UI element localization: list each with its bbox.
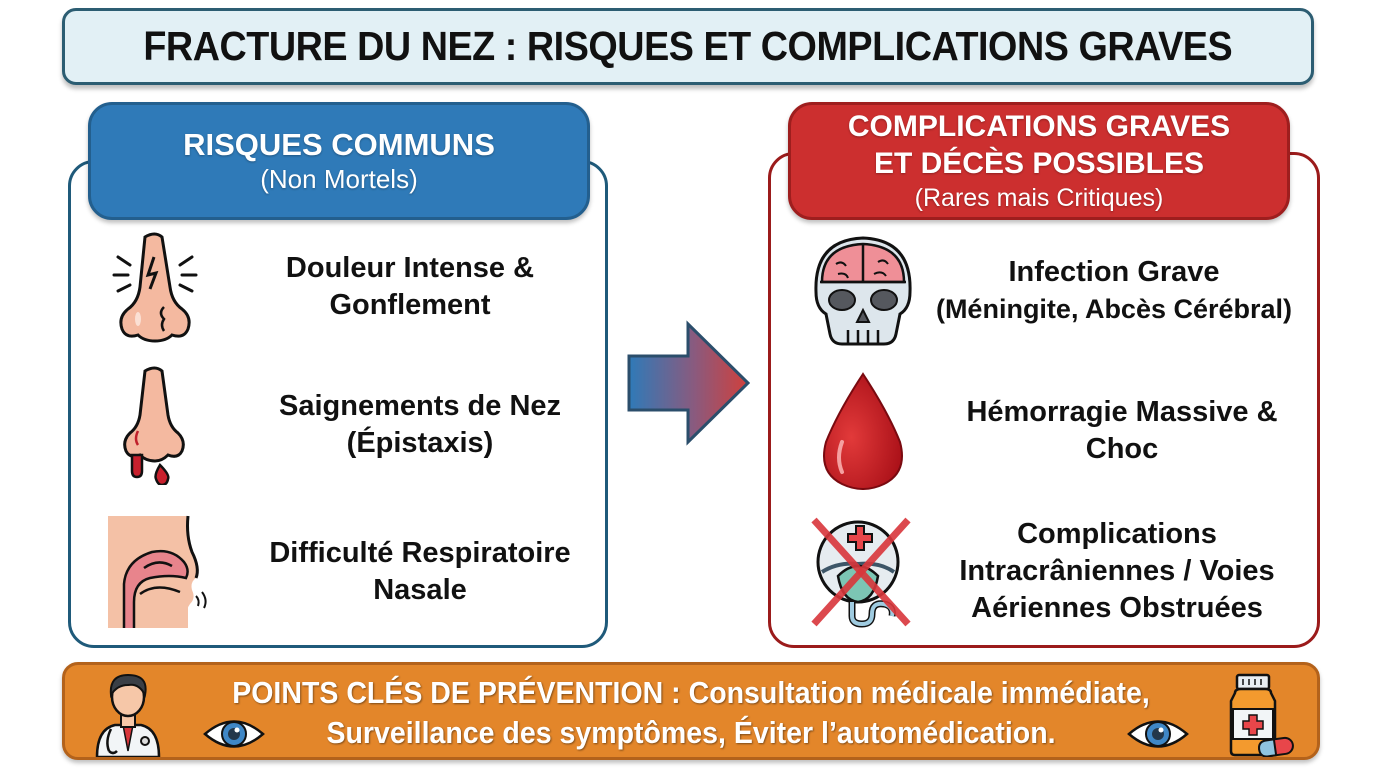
- complication-label: Complications Intracrâniennes / Voies Aériennes Obstruées: [959, 517, 1275, 624]
- complication-item-hemorrhage: [808, 372, 1308, 490]
- common-risks-subtitle: (Non Mortels): [260, 164, 418, 194]
- severe-complications-header: [788, 102, 1290, 220]
- complication-item-infection: [808, 236, 1308, 346]
- complication-label: Infection Grave (Méningite, Abcès Cérébral): [935, 256, 1293, 324]
- complication-label: Hémorragie Massive & Choc: [966, 396, 1278, 465]
- risk-label: Difficulté Respiratoire Nasale: [269, 537, 571, 606]
- risk-item-pain: [100, 232, 600, 342]
- severe-complications-title-1: COMPLICATIONS GRAVES: [847, 110, 1231, 143]
- common-risks-title: RISQUES COMMUNS: [183, 127, 495, 162]
- crossed-oxygen-mask-icon: [808, 512, 918, 630]
- risk-label: Saignements de Nez (Épistaxis): [278, 390, 562, 459]
- eye-icon: [1127, 715, 1189, 758]
- nasal-airway-icon: [100, 512, 210, 632]
- common-risks-header: [88, 102, 590, 220]
- risk-item-breathing: [100, 512, 600, 632]
- blood-drop-icon: [808, 372, 918, 490]
- bleeding-nose-icon: [100, 370, 210, 480]
- prevention-banner: [62, 662, 1320, 760]
- medicine-bottle-icon: [1225, 673, 1295, 762]
- severe-complications-title-2: ET DÉCÈS POSSIBLES: [873, 147, 1205, 180]
- risk-label: Douleur Intense & Gonflement: [285, 252, 535, 321]
- prevention-line-2: Surveillance des symptômes, Éviter l’automédication.: [326, 715, 1056, 750]
- prevention-line-1: POINTS CLÉS DE PRÉVENTION : Consultation médicale immédiate,: [232, 675, 1150, 710]
- risk-item-epistaxis: [100, 370, 600, 480]
- broken-nose-icon: [100, 232, 210, 342]
- complication-item-intracranial: [808, 512, 1308, 630]
- arrow-right-icon: [626, 320, 750, 446]
- severe-complications-subtitle: (Rares mais Critiques): [914, 184, 1164, 212]
- title-banner: [62, 8, 1314, 85]
- page-title: FRACTURE DU NEZ : RISQUES ET COMPLICATIONS GRAVES: [143, 23, 1233, 69]
- skull-brain-icon: [808, 236, 918, 346]
